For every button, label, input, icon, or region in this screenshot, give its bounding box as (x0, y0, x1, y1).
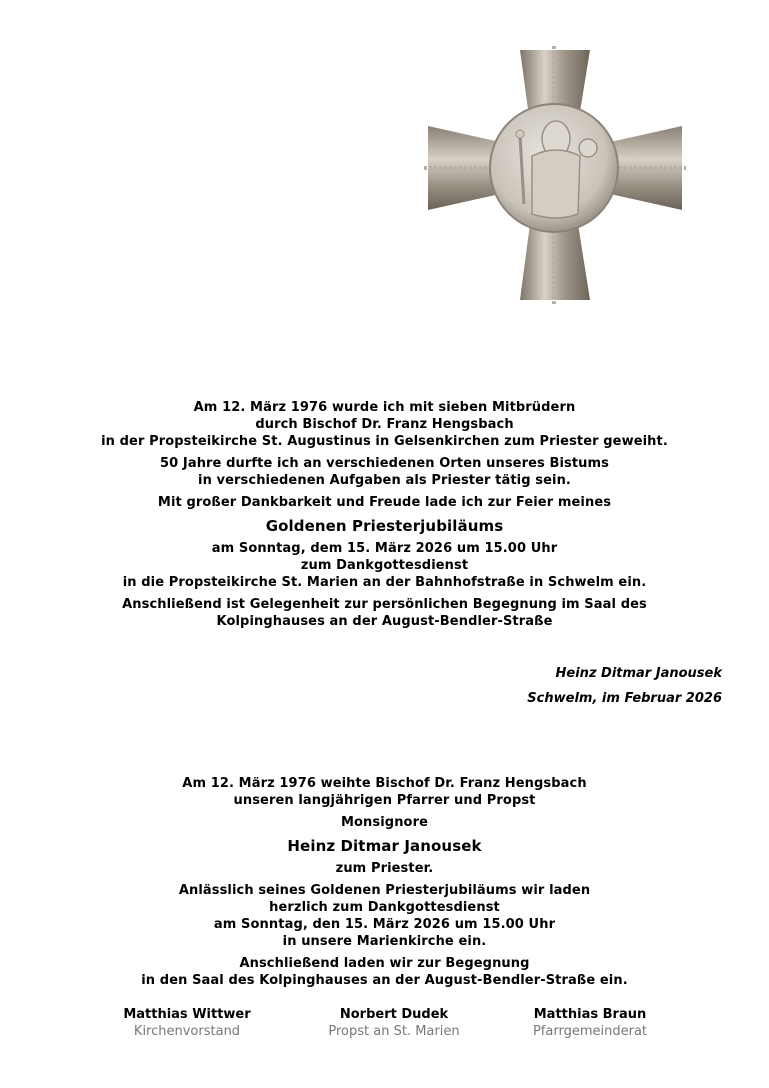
notice-line: am Sonntag, den 15. März 2026 um 15.00 Uhr (213, 917, 556, 932)
medallion (490, 104, 618, 232)
invite-line: zum Dankgottesdienst (300, 558, 469, 573)
jubilee-heading: Goldenen Priesterjubiläums (265, 517, 504, 535)
notice-line: unseren langjährigen Pfarrer und Propst (233, 793, 536, 808)
signer (294, 1006, 494, 1040)
invite-line: in die Propsteikirche St. Marien an der Bahnhofstraße in Schwelm ein. (122, 575, 647, 590)
invite-line: am Sonntag, dem 15. März 2026 um 15.00 Uhr (211, 541, 558, 556)
notice-line: Anlässlich seines Goldenen Priesterjubiläums wir laden (178, 883, 591, 898)
notice-title: Monsignore (340, 815, 429, 830)
notice-line: in den Saal des Kolpinghauses an der August-Bendler-Straße ein. (141, 973, 628, 988)
notice-line: in unsere Marienkirche ein. (282, 934, 487, 949)
signer-role: Propst an St. Marien (328, 1024, 460, 1039)
invite-line: 50 Jahre durfte ich an verschiedenen Orten unseres Bistums (159, 456, 610, 471)
invitation-text (0, 399, 769, 630)
invite-line: Anschließend ist Gelegenheit zur persönlichen Begegnung im Saal des (122, 597, 647, 612)
notice-honoree-name: Heinz Ditmar Janousek (287, 837, 482, 855)
signer-role: Pfarrgemeinderat (532, 1024, 648, 1039)
notice-line: Am 12. März 1976 weihte Bischof Dr. Franz Hengsbach (182, 776, 587, 791)
notice-line: Anschließend laden wir zur Begegnung (239, 956, 530, 971)
signer-role: Kirchenvorstand (133, 1024, 241, 1039)
cross-image (420, 44, 688, 306)
signer-name: Matthias Wittwer (123, 1007, 251, 1022)
signer-name: Matthias Braun (533, 1007, 647, 1022)
notice-line: herzlich zum Dankgottesdienst (269, 900, 500, 915)
signature-name: Heinz Ditmar Janousek (555, 666, 722, 681)
signature-place-date: Schwelm, im Februar 2026 (527, 691, 722, 706)
signer-name: Norbert Dudek (339, 1007, 449, 1022)
invite-line: Kolpinghauses an der August-Bendler-Straße (216, 614, 553, 629)
signer (87, 1006, 287, 1040)
invite-line: in verschiedenen Aufgaben als Priester tätig sein. (198, 473, 571, 488)
signers-row (0, 1006, 769, 1046)
notice-line: zum Priester. (335, 861, 434, 876)
invite-line: Mit großer Dankbarkeit und Freude lade ich zur Feier meines (157, 495, 612, 510)
invite-line: in der Propsteikirche St. Augustinus in Gelsenkirchen zum Priester geweiht. (101, 434, 668, 449)
signer (490, 1006, 690, 1040)
parish-notice (0, 775, 769, 989)
invite-line: durch Bischof Dr. Franz Hengsbach (255, 417, 514, 432)
invite-line: Am 12. März 1976 wurde ich mit sieben Mitbrüdern (193, 400, 576, 415)
